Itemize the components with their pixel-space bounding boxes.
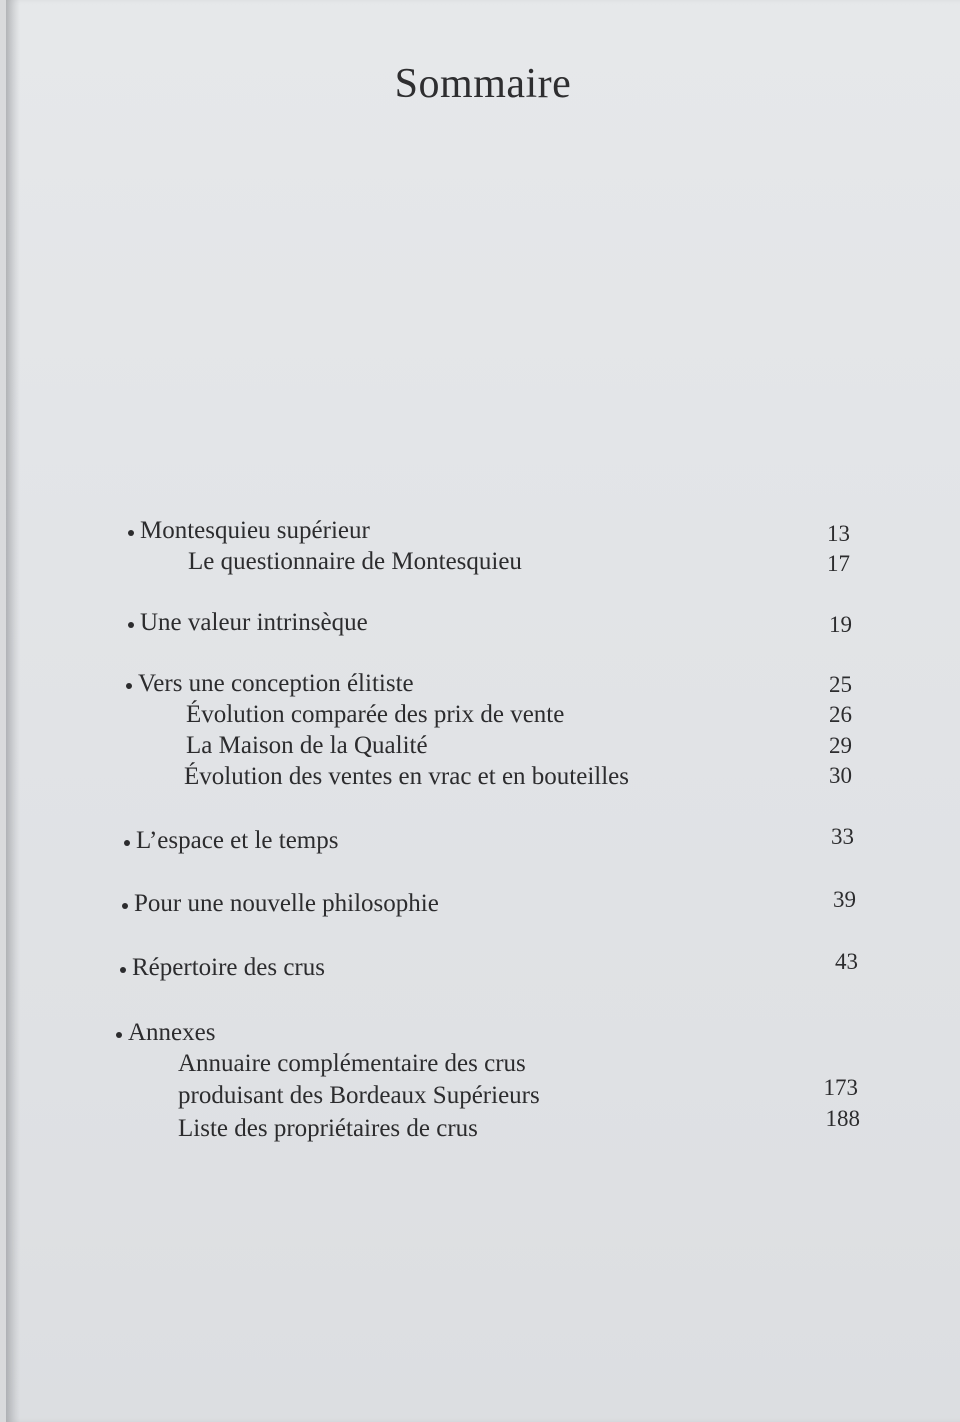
bullet-icon	[128, 530, 134, 536]
toc-subentry-evolution-ventes	[184, 762, 629, 792]
bullet-icon	[116, 1032, 122, 1038]
bullet-icon	[124, 840, 130, 846]
toc-subentry-questionnaire	[188, 547, 522, 577]
toc-entry-label: Vers une conception élitiste	[138, 670, 414, 697]
toc-page-number: 33	[831, 824, 854, 849]
bullet-icon	[122, 903, 128, 909]
toc-page-number: 13	[827, 521, 850, 546]
toc-subentry-label: Évolution comparée des prix de vente	[186, 701, 565, 728]
toc-entry-valeur-intrinseque	[128, 608, 368, 638]
toc-page-number: 25	[829, 672, 852, 697]
toc-subentry-annuaire	[178, 1049, 526, 1079]
toc-page-number: 26	[829, 702, 852, 727]
toc-entry-repertoire-crus	[120, 953, 325, 983]
toc-page-number: 43	[835, 949, 858, 974]
toc-entry-annexes	[116, 1018, 215, 1048]
toc-entry-conception-elitiste	[126, 669, 414, 699]
page-gutter-shadow	[6, 0, 20, 1422]
toc-entry-label: Montesquieu supérieur	[140, 517, 370, 544]
toc-subentry-label: Le questionnaire de Montesquieu	[188, 548, 522, 575]
toc-entry-label: L’espace et le temps	[136, 827, 339, 854]
bullet-icon	[128, 622, 134, 628]
toc-subentry-label: La Maison de la Qualité	[186, 732, 428, 759]
toc-page-number: 173	[823, 1075, 858, 1100]
toc-page-number: 29	[829, 733, 852, 758]
toc-entry-nouvelle-philosophie	[122, 889, 439, 919]
book-page	[6, 0, 960, 1422]
toc-subentry-label: Liste des propriétaires de crus	[178, 1115, 478, 1142]
toc-subentry-label: Évolution des ventes en vrac et en bouteilles	[184, 763, 630, 790]
toc-subentry-label: Annuaire complémentaire des crus	[178, 1050, 526, 1077]
toc-page-number: 30	[829, 763, 852, 788]
toc-page-number: 188	[825, 1106, 860, 1131]
toc-entry-espace-temps	[124, 826, 338, 856]
bullet-icon	[120, 967, 126, 973]
bullet-icon	[126, 683, 132, 689]
toc-page-number: 17	[827, 551, 850, 576]
toc-page-number: 19	[829, 612, 852, 637]
toc-entry-label: Répertoire des crus	[132, 954, 325, 981]
toc-entry-label: Annexes	[128, 1019, 216, 1046]
toc-subentry-evolution-prix	[186, 700, 564, 730]
toc-subentry-proprietaires	[178, 1114, 478, 1144]
toc-subentry-bordeaux-superieurs	[178, 1081, 540, 1111]
toc-page-number: 39	[833, 887, 856, 912]
toc-subentry-maison-qualite	[186, 731, 428, 761]
page-title: Sommaire	[394, 61, 572, 107]
toc-entry-montesquieu-superieur	[128, 516, 370, 546]
toc-entry-label: Pour une nouvelle philosophie	[134, 890, 439, 917]
toc-subentry-label: produisant des Bordeaux Supérieurs	[178, 1082, 540, 1109]
toc-entry-label: Une valeur intrinsèque	[140, 609, 368, 636]
